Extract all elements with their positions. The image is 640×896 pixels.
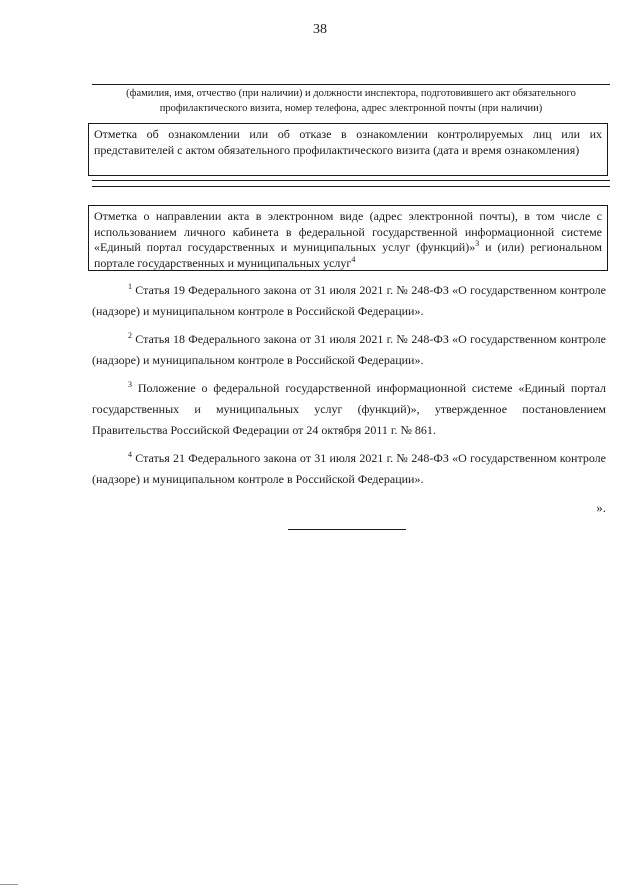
footnote-text: Статья 21 Федерального закона от 31 июля 2021 г. № 248-ФЗ «О государственном контроле (надзоре) и муниципальном контроле в Российской Федерации». xyxy=(92,451,606,486)
signature-line xyxy=(92,84,610,85)
signature-caption: (фамилия, имя, отчество (при наличии) и должности инспектора, подготовившего акт обязательного профилактического визита, номер телефона, адрес электронной почты (при наличии) xyxy=(126,88,576,114)
electronic-delivery-box xyxy=(88,205,608,271)
footnote-1 xyxy=(92,280,606,322)
footnote-number: 3 xyxy=(128,380,132,389)
footnote-2 xyxy=(92,329,606,371)
acknowledgment-text: Отметка об ознакомлении или об отказе в ознакомлении контролируемых лиц или их представителей с актом обязательного профилактического визита (дата и время ознакомления) xyxy=(94,127,602,157)
page-number: 38 xyxy=(313,22,327,37)
acknowledgment-fill-line-2 xyxy=(92,186,610,187)
end-rule xyxy=(288,529,406,530)
closing-quote-mark: ». xyxy=(596,500,606,515)
electronic-delivery-text-2: и (или) региональном портале государственных и муниципальных услуг xyxy=(94,240,602,270)
scan-edge-mark xyxy=(0,884,18,885)
acknowledgment-fill-line-1 xyxy=(92,180,610,181)
electronic-delivery-text: Отметка о направлении акта в электронном виде (адрес электронной почты), в том числе с использованием личного кабинета в федеральной государственной информационной системе «Единый портал государственных и муниципальных услуг (функций)» xyxy=(94,209,602,254)
footnote-ref-4: 4 xyxy=(351,254,356,264)
footnote-4 xyxy=(92,448,606,490)
footnote-text: Статья 18 Федерального закона от 31 июля 2021 г. № 248-ФЗ «О государственном контроле (надзоре) и муниципальном контроле в Российской Федерации». xyxy=(92,332,606,367)
footnotes-section xyxy=(92,280,606,497)
footnote-ref-3: 3 xyxy=(475,239,480,248)
acknowledgment-box xyxy=(88,123,608,176)
footnote-number: 4 xyxy=(128,450,132,459)
footnote-3 xyxy=(92,378,606,441)
footnote-text: Статья 19 Федерального закона от 31 июля 2021 г. № 248-ФЗ «О государственном контроле (надзоре) и муниципальном контроле в Российской Федерации». xyxy=(92,283,606,318)
footnote-number: 1 xyxy=(128,282,132,291)
footnote-text: Положение о федеральной государственной информационной системе «Единый портал государственных и муниципальных услуг (функций)», утвержденное постановлением Правительства Российской Федерации от 24 октября 2011 г. № 861. xyxy=(92,381,606,437)
footnote-number: 2 xyxy=(128,331,132,340)
